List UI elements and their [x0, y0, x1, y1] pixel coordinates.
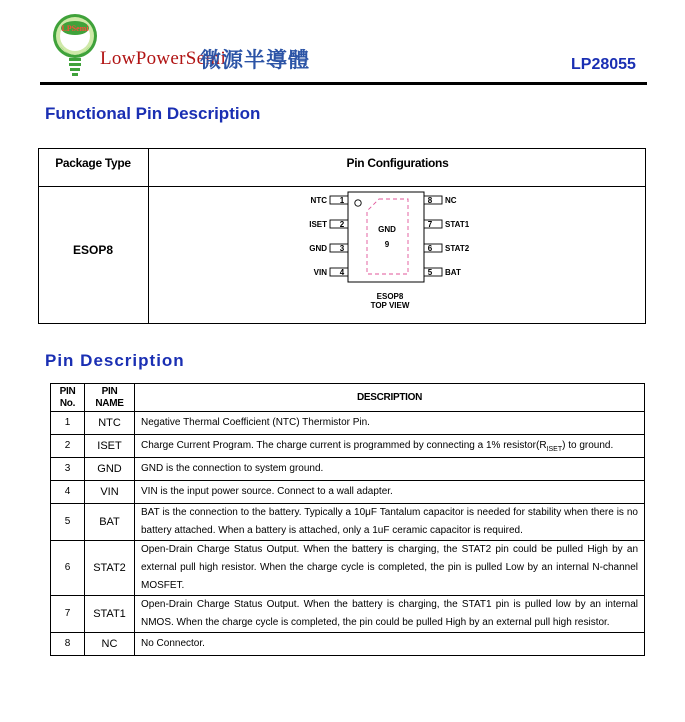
pin-name: VIN — [85, 481, 135, 504]
pin-name-header — [85, 384, 135, 412]
pin-name: BAT — [85, 504, 135, 541]
pin-label: GND — [309, 244, 327, 253]
view-caption: TOP VIEW — [370, 301, 410, 310]
pin-number: 2 — [339, 220, 345, 229]
table-row — [51, 541, 645, 596]
pin-number: 3 — [339, 244, 345, 253]
pin-name: STAT2 — [85, 541, 135, 596]
functional-pin-title: Functional Pin Description — [45, 104, 261, 123]
table-row — [51, 504, 645, 541]
table-row — [51, 633, 645, 656]
table-divider — [148, 148, 149, 324]
header-line: PIN — [59, 385, 76, 397]
pin-no-header — [51, 384, 85, 412]
logo-text: LPSemi — [61, 24, 89, 33]
package-type-header: Package Type — [55, 156, 131, 170]
pin-desc: BAT is the connection to the battery. Typically a 10μF Tantalum capacitor is needed for stability when there is no battery attached. When a battery is attached, only a 1uF ceramic capacitor is required. — [135, 504, 645, 541]
pin-name: GND — [85, 458, 135, 481]
pin-name: STAT1 — [85, 596, 135, 633]
table-row — [51, 412, 645, 435]
pin-no: 8 — [51, 633, 85, 656]
pin-no: 2 — [51, 435, 85, 458]
pin-desc — [135, 435, 645, 458]
pin-desc: Open-Drain Charge Status Output. When the battery is charging, the STAT1 pin is pulled low by an internal NMOS. When the charge cycle is completed, the pin could be pulled High by an external pull high resistor. — [135, 596, 645, 633]
header-line: No. — [59, 397, 76, 409]
pin-gnd — [309, 244, 348, 253]
table-row — [51, 435, 645, 458]
pad-number: 9 — [384, 240, 390, 249]
pin-nc — [424, 196, 457, 205]
pin-no: 6 — [51, 541, 85, 596]
pin-desc: GND is the connection to system ground. — [135, 458, 645, 481]
pin-stat2 — [424, 244, 470, 253]
table-row — [51, 458, 645, 481]
desc-text: ) to ground. — [562, 440, 614, 451]
pin-name: ISET — [85, 435, 135, 458]
pin-label: VIN — [313, 268, 327, 277]
pin-vin — [314, 268, 348, 277]
pin-description-table — [50, 383, 645, 656]
pin-iset — [309, 220, 348, 229]
esop8-pin-diagram — [280, 186, 500, 316]
package-value: ESOP8 — [72, 243, 114, 257]
desc-subscript: ISET — [546, 446, 563, 453]
part-number: LP28055 — [571, 56, 636, 73]
table-row — [51, 596, 645, 633]
lpsemi-logo — [50, 12, 102, 80]
header-line: PIN — [101, 385, 118, 397]
pin-bat — [424, 268, 461, 277]
pin-stat1 — [424, 220, 470, 229]
pad-label: GND — [378, 225, 396, 234]
package-caption: ESOP8 — [376, 292, 404, 301]
pin-name: NTC — [85, 412, 135, 435]
brand-name-en: LowPowerSemi — [100, 48, 227, 69]
pin-no: 7 — [51, 596, 85, 633]
table-header-row — [51, 384, 645, 412]
pin-description-title: Pin Description — [45, 351, 185, 370]
pin-label: BAT — [445, 268, 461, 277]
pin-no: 3 — [51, 458, 85, 481]
description-header: DESCRIPTION — [135, 384, 645, 412]
pin-no: 1 — [51, 412, 85, 435]
pin-number: 6 — [427, 244, 433, 253]
pin-no: 5 — [51, 504, 85, 541]
pin-desc: Negative Thermal Coefficient (NTC) Thermistor Pin. — [135, 412, 645, 435]
pin-ntc — [311, 196, 348, 205]
pin-no: 4 — [51, 481, 85, 504]
pin-desc: No Connector. — [135, 633, 645, 656]
pin-label: NC — [445, 196, 457, 205]
pin-config-header: Pin Configurations — [346, 156, 449, 170]
pin-label: ISET — [309, 220, 327, 229]
pin-number: 7 — [427, 220, 433, 229]
header-line: NAME — [95, 397, 124, 409]
pin-desc: Open-Drain Charge Status Output. When the battery is charging, the STAT2 pin could be pulled High by an external pull high resistor. When the charge cycle is completed, the pin is pulled Low by an internal N-channel MOSFET. — [135, 541, 645, 596]
pin-desc: VIN is the input power source. Connect to a wall adapter. — [135, 481, 645, 504]
pin-label: NTC — [310, 196, 327, 205]
pin-number: 4 — [339, 268, 345, 277]
pin-label: STAT2 — [445, 244, 470, 253]
pin-number: 5 — [427, 268, 433, 277]
pin-name: NC — [85, 633, 135, 656]
header-divider — [40, 82, 647, 85]
table-row — [51, 481, 645, 504]
pin-number: 1 — [339, 196, 345, 205]
pin-label: STAT1 — [445, 220, 470, 229]
brand-name-zh: 微源半導體 — [200, 48, 310, 72]
pin-number: 8 — [427, 196, 433, 205]
desc-text: Charge Current Program. The charge current is programmed by connecting a 1% resistor(R — [141, 440, 547, 451]
